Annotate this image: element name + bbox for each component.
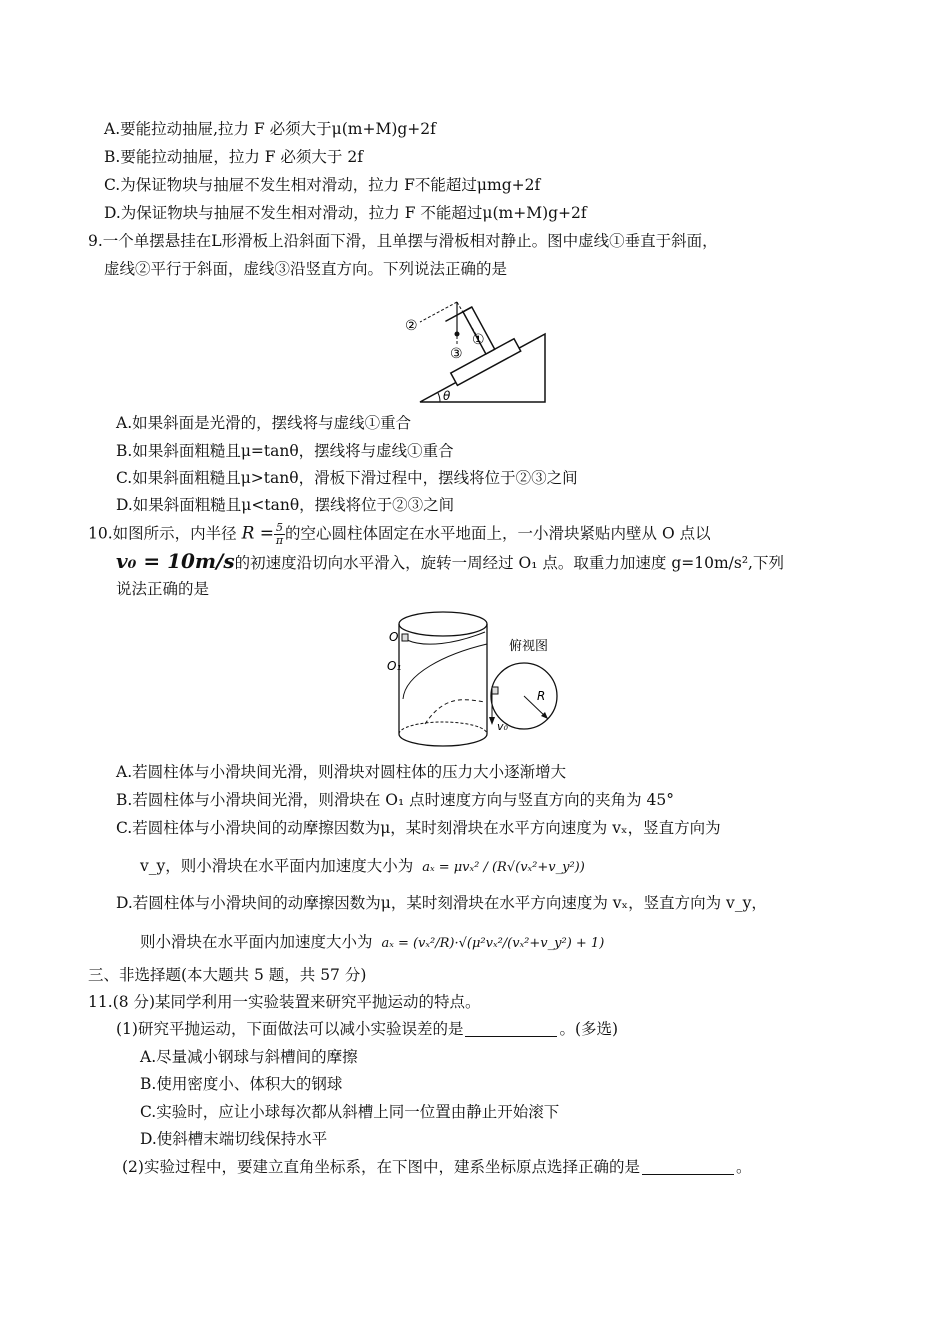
pendulum-bob xyxy=(455,332,460,337)
q10-stem-line1 xyxy=(88,522,711,547)
q10-stem-line2-text: 的初速度沿切向水平滑入，旋转一周经过 O₁ 点。取重力加速度 g=10m/s²,下列 xyxy=(234,554,784,572)
label-r: R xyxy=(537,689,546,703)
top-view-label: 俯视图 xyxy=(509,639,549,654)
v0-expression: v₀ = 10m/s xyxy=(116,549,235,573)
radius-numerator: 5 xyxy=(276,521,284,534)
q10-option-d-text: 则小滑块在水平面内加速度大小为 xyxy=(140,933,373,951)
label-3: ③ xyxy=(450,346,463,362)
q10-option-d-line1: D.若圆柱体与小滑块间的动摩擦因数为μ，某时刻滑块在水平方向速度为 vₓ，竖直方向为 v_y， xyxy=(116,894,767,912)
label-v0: v₀ xyxy=(497,720,508,733)
q11-part2-suffix: 。 xyxy=(735,1158,752,1176)
q10-figure-cylinder xyxy=(385,604,565,752)
q10-option-a: A.若圆柱体与小滑块间光滑，则滑块对圆柱体的压力大小逐渐增大 xyxy=(116,763,567,781)
answer-blank-1[interactable] xyxy=(465,1020,557,1037)
cylinder-bottom-front xyxy=(399,734,487,746)
q11-part2-text: (2)实验过程中，要建立直角坐标系，在下图中，建系坐标原点选择正确的是 xyxy=(122,1158,640,1176)
label-o1: O₁ xyxy=(387,659,402,673)
label-theta: θ xyxy=(443,389,451,403)
q10-stem-line2 xyxy=(116,550,784,574)
cylinder-bottom-back xyxy=(399,722,487,734)
top-view-slider xyxy=(492,687,498,694)
answer-blank-2[interactable] xyxy=(642,1158,734,1175)
label-2: ② xyxy=(405,318,418,334)
cylinder-top xyxy=(399,612,487,636)
q11-option-b: B.使用密度小、体积大的钢球 xyxy=(140,1075,343,1093)
q11-option-a: A.尽量减小钢球与斜槽间的摩擦 xyxy=(140,1048,358,1066)
q11-stem: 11.(8 分)某同学利用一实验装置来研究平抛运动的特点。 xyxy=(88,993,481,1011)
q10-option-c-line2 xyxy=(140,855,585,879)
q9-stem-line1: 9.一个单摆悬挂在L形滑板上沿斜面下滑，且单摆与滑板相对静止。图中虚线①垂直于斜面， xyxy=(88,232,718,250)
q10-option-d-line2 xyxy=(140,931,604,955)
label-1: ① xyxy=(472,332,485,348)
q10-stem-post: 的空心圆柱体固定在水平地面上，一小滑块紧贴内壁从 O 点以 xyxy=(285,524,711,543)
helix-back xyxy=(403,644,487,699)
q11-option-d: D.使斜槽末端切线保持水平 xyxy=(140,1130,328,1148)
radius-fraction xyxy=(274,522,285,547)
q9-stem-line2: 虚线②平行于斜面，虚线③沿竖直方向。下列说法正确的是 xyxy=(104,260,508,278)
q9-option-a: A.如果斜面是光滑的，摆线将与虚线①重合 xyxy=(116,414,412,432)
q10-stem-line3: 说法正确的是 xyxy=(116,580,210,598)
q8-option-b: B.要能拉动抽屉，拉力 F 必须大于 2f xyxy=(104,148,363,166)
label-o: O xyxy=(389,630,399,644)
q10-stem-pre: 10.如图所示，内半径 xyxy=(88,524,237,543)
section-3-heading: 三、非选择题(本大题共 5 题，共 57 分) xyxy=(88,966,367,984)
formula-d: aₓ = (vₓ²/R)·√(μ²vₓ²/(vₓ²+v_y²) + 1) xyxy=(381,936,605,951)
q10-option-b: B.若圆柱体与小滑块间光滑，则滑块在 O₁ 点时速度方向与竖直方向的夹角为 45° xyxy=(116,791,674,809)
radius-symbol: R = xyxy=(241,523,275,544)
formula-c: aₓ = μvₓ² / (R√(vₓ²+v_y²)) xyxy=(422,860,585,875)
q11-part1 xyxy=(116,1018,618,1040)
q8-option-d: D.为保证物块与抽屉不发生相对滑动，拉力 F 不能超过μ(m+M)g+2f xyxy=(104,204,587,222)
q10-option-c-line1: C.若圆柱体与小滑块间的动摩擦因数为μ，某时刻滑块在水平方向速度为 vₓ，竖直方向为 xyxy=(116,819,721,837)
q11-part1-suffix: 。(多选) xyxy=(559,1020,619,1038)
q8-option-a: A.要能拉动抽屉,拉力 F 必须大于μ(m+M)g+2f xyxy=(104,120,436,138)
q8-option-c: C.为保证物块与抽屉不发生相对滑动，拉力 F不能超过μmg+2f xyxy=(104,176,541,194)
q11-option-c: C.实验时，应让小球每次都从斜槽上同一位置由静止开始滚下 xyxy=(140,1103,560,1121)
q9-figure-incline-pendulum xyxy=(400,282,550,408)
q9-option-b: B.如果斜面粗糙且μ=tanθ，摆线将与虚线①重合 xyxy=(116,442,454,460)
q10-option-c-text: v_y，则小滑块在水平面内加速度大小为 xyxy=(140,857,414,875)
q9-option-d: D.如果斜面粗糙且μ<tanθ，摆线将位于②③之间 xyxy=(116,496,455,514)
radius-denominator: π xyxy=(275,534,284,547)
q11-part2 xyxy=(122,1156,751,1178)
slider-block xyxy=(402,634,408,641)
dashed-line-2 xyxy=(420,302,457,322)
q11-part1-text: (1)研究平抛运动，下面做法可以减小实验误差的是 xyxy=(116,1020,464,1038)
helix-lower xyxy=(425,700,485,724)
q9-option-c: C.如果斜面粗糙且μ>tanθ，滑板下滑过程中，摆线将位于②③之间 xyxy=(116,469,578,487)
